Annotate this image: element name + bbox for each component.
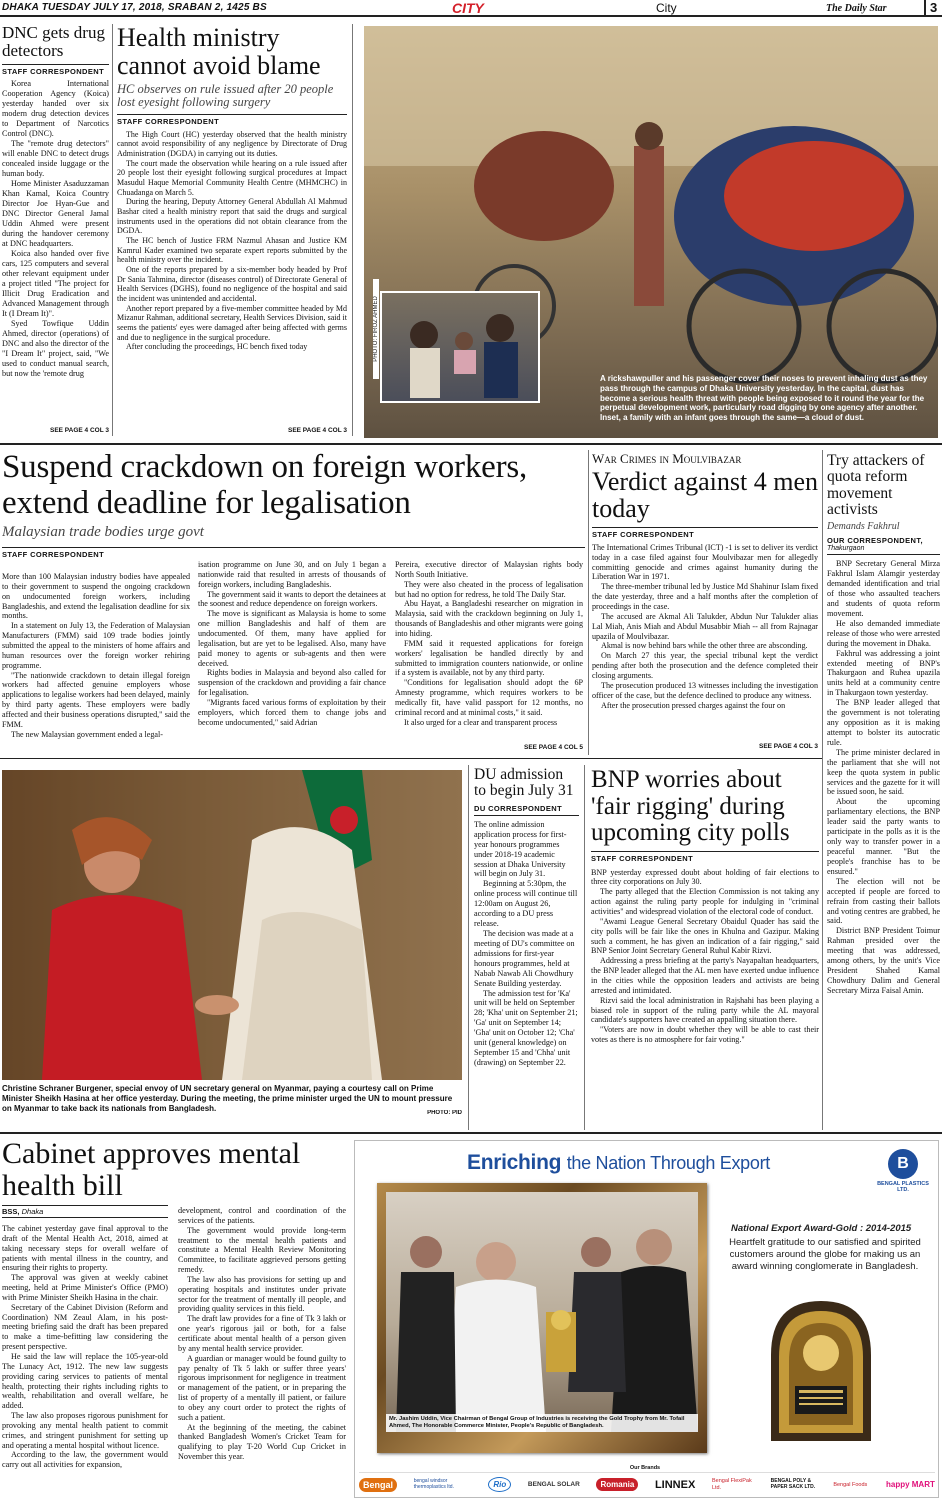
paragraph: Another report prepared by a five-member committee headed by Md Mizanur Rahman, additional secretary, Health Services Division, said it seems the patients' eyes were damaged after being affected with germs and due to negligence in the surgical procedure. — [117, 303, 347, 342]
headline: Verdict against 4 men today — [592, 466, 818, 524]
section-rule — [0, 758, 822, 759]
trophy — [759, 1291, 883, 1441]
photo-caption: A rickshawpuller and his passenger cover their noses to prevent inhaling dust as they pass through the campus of Dhaka University yesterday. In the capital, dust has become a serious health threat with people being exposed to it round the year for the perpetual development work, particularly road digging by one agency after another. Inset, a family with an infant goes through the same—a cloud of dust. — [600, 374, 928, 422]
kicker: War Crimes in Moulvibazar — [592, 452, 742, 466]
inset-photo — [380, 291, 540, 403]
brand-logo[interactable]: Romania — [596, 1478, 638, 1491]
brand-strip — [359, 1472, 935, 1496]
paragraph: The law also has provisions for setting up and operating hospitals and institutes under private sector for the treatment of mentally ill people, and providing quality services in this field. — [178, 1274, 346, 1314]
column — [198, 560, 386, 728]
byline: STAFF CORRESPONDENT — [592, 527, 818, 539]
byline: STAFF CORRESPONDENT — [591, 851, 819, 863]
story-body — [2, 79, 109, 379]
paragraph: "The nationwide crackdown to detain illegal foreign workers had affected genuine employers whose applications to legalise workers had been delayed, mainly by third party agents. These employers were badly affected and their business operations disrupted," said the FMM. — [2, 670, 190, 729]
headline: BNP worries about 'fair rigging' during upcoming city polls — [591, 767, 790, 846]
paragraph: Beginning at 5:30pm, the online process will continue till 12:00am on August 26, according to a DU press release. — [474, 879, 578, 929]
masthead — [0, 0, 942, 17]
paragraph: The law also proposes rigorous punishment for provoking any mental health patient to commit crimes, and stringent punishment for setting up and operating a mental hospital without licence. — [2, 1411, 168, 1450]
trophy-icon — [759, 1291, 883, 1441]
paragraph: The new Malaysian government ended a legal- — [11, 729, 163, 739]
paragraph: "Migrants faced various forms of exploitation by their employers, which forced them to change jobs and become undocumented," said Adrian — [198, 698, 386, 727]
paragraph: The High Court (HC) yesterday observed that the health ministry cannot avoid responsibility of any negligence by Directorate of Drug Administration (DGDA) in carrying out its duties. — [117, 129, 347, 158]
paragraph: After concluding the proceedings, HC bench fixed today — [126, 342, 308, 352]
paragraph: Rizvi said the local administration in Rajshahi has been playing a biased role in support of the ruling party while the AL mayoral candidate's supporters have created an appalling situation there. — [591, 995, 819, 1025]
paragraph: "Awami League General Secretary Obaidul Quader has said the city polls will be fair like the ones in Khulna and Gazipur. Making such a comment, he has given an indication of a fair rigging," said BNP Senior Joint Secretary General Ruhul Kabir Rizvi. — [591, 916, 819, 956]
column-rule — [352, 24, 353, 436]
paragraph: BNP yesterday expressed doubt about holding of fair elections to three city corporations on July 30. — [591, 867, 819, 887]
paragraph: The prime minister declared in the parliament that she will not keep the quota system in public services and the gazette for it will be issued soon, he said. — [827, 747, 940, 797]
company-logo — [875, 1149, 931, 1203]
section-rule — [0, 443, 942, 445]
paragraph: During the hearing, Deputy Attorney General Abdullah Al Mahmud Bashar cited a health ministry report that said the drugs and surgical instruments used in the operations did not obtain clearance from the DGDA. — [117, 197, 347, 236]
paragraph: The accused are Akmal Ali Talukder, Abdun Nur Talukder alias Lal Miah, Anis Miah and Abdul Musabbir Miah -- all from Rajnagar upazila of Moulvibazar. — [592, 611, 818, 641]
story-quota — [827, 453, 940, 1130]
logo-icon: B — [888, 1149, 918, 1179]
brand-logo[interactable]: Bengal Foods — [833, 1481, 868, 1488]
column — [2, 1224, 168, 1470]
byline: DU CORRESPONDENT — [474, 802, 579, 816]
paragraph: Rights bodies in Malaysia and beyond also called for suspension of the crackdown and providing a fair chance for legalisation. — [198, 668, 386, 698]
paragraph: He also demanded immediate release of those who were arrested during the movement in Dhaka. — [827, 618, 940, 648]
headline: Try attackers of quota reform movement activists — [827, 453, 925, 519]
brand-logo[interactable]: BENGAL POLY & PAPER SACK LTD. — [770, 1478, 816, 1490]
story-bnp — [591, 767, 819, 1130]
deck: Demands Fakhrul — [827, 520, 900, 532]
paragraph: The election will not be accepted if people are forced to refrain from casting their ballots and voting centres are grabbed, he said. — [827, 876, 940, 926]
dateline: DHAKA TUESDAY JULY 17, 2018, SRABAN 2, 1425 BS — [2, 2, 267, 13]
paragraph: District BNP President Toimur Rahman presided over the meeting that was addressed, among others, by the unit's Vice President Shahed Kamal Chowdhury Dalim and General Secretary Mirza Faisal Amin. — [827, 926, 940, 995]
story-health — [117, 24, 347, 426]
story-body — [474, 820, 579, 1068]
paragraph: Fakhrul was addressing a joint extended meeting of BNP's Thakurgaon and Ruhea upazila units held at a community centre in Thakurgaon town yesterday. — [827, 648, 940, 698]
column-rule — [112, 24, 113, 436]
story-body — [827, 559, 940, 996]
brand-logo[interactable]: Bengal FlexiPak Ltd. — [711, 1478, 752, 1491]
jump-line[interactable]: SEE PAGE 4 COL 3 — [758, 743, 818, 750]
paragraph: The government said it wants to deport the detainees at the soonest and reduce dependence on foreign workers. — [198, 589, 386, 609]
column-rule — [588, 450, 589, 755]
story-dnc — [2, 24, 109, 436]
paragraph: The "remote drug detectors" will enable DNC to detect drugs concealed inside luggage or the human body. — [2, 139, 109, 179]
paragraph: The International Crimes Tribunal (ICT) -1 is set to deliver its verdict today in a case filed against four Moulvibazar men for allegedly committing genocide and crimes against humanity during the Liberation War in 1971. — [592, 542, 818, 582]
story-cabinet — [2, 1138, 346, 1498]
paragraph: The BNP leader alleged that the government is not tolerating any opposition as it is making attempt to bolster its autocratic rule. — [827, 698, 940, 747]
dateline-place: Thakurgaon — [827, 545, 940, 555]
award-title: National Export Award-Gold : 2014-2015 — [731, 1223, 912, 1234]
paragraph: The court made the observation while hearing on a rule issued after 20 people lost their eyesight following surgical procedures at Impact Masudul Haque Memorial Community Health Centre (MHMCHC) in Chuadanga on March 5. — [117, 158, 347, 197]
brand-logo[interactable]: happy MART — [885, 1480, 935, 1489]
paragraph: The decision was made at a meeting of DU's committee on admissions for first-year honours programmes, held at Nabab Nawab Ali Chowdhury Senate Building yesterday. — [474, 928, 575, 988]
paragraph: The approval was given at weekly cabinet meeting, held at Prime Minister's Office (PMO) with Prime Minister Sheikh Hasina in the chair. — [2, 1273, 168, 1302]
byline: OUR CORRESPONDENT, — [827, 536, 923, 546]
paragraph: More than 100 Malaysian industry bodies have appealed to their government to suspend the ongoing crackdown on undocumented foreign workers, including Bangladeshis, and extend the legalisation deadline for six months. — [2, 572, 190, 621]
ad-headline: Enriching the Nation Through Export — [467, 1151, 770, 1174]
column — [395, 560, 583, 728]
column-rule — [584, 765, 585, 1130]
paragraph: After the prosecution pressed charges against the four on — [601, 700, 786, 710]
deck: HC observes on rule issued after 20 people lost eyesight following surgery — [117, 82, 334, 110]
meeting-illustration — [2, 770, 462, 1080]
paragraph: At the beginning of the meeting, the cabinet thanked Bangladesh Women's Cricket Team for qualifying to play T-20 World Cup Cricket in November this year. — [178, 1422, 346, 1462]
headline: DU admission to begin July 31 — [474, 767, 574, 800]
company-name: BENGAL PLASTICS LTD. — [877, 1181, 929, 1194]
paragraph: Addressing a press briefing at the party's Nayapaltan headquarters, the BNP leader alleged that the AL men have exerted undue influence in the cities while the opposition leaders and activists are being arrested and intimidated. — [591, 956, 819, 995]
paragraph: On March 27 this year, the special tribunal kept the verdict pending after both the prosecution and the defence completed their closing arguments. — [592, 651, 818, 681]
photo-credit: PHOTO: FIROZ AHMED — [373, 279, 379, 379]
jump-line[interactable]: SEE PAGE 4 COL 3 — [49, 427, 109, 434]
section-label-alt: City — [656, 1, 677, 15]
headline: Suspend crackdown on foreign workers, extend deadline for legalisation — [2, 450, 528, 521]
brand-logo[interactable]: LINNEX — [654, 1478, 696, 1491]
ad-photo-caption: Mr. Jashim Uddin, Vice Chairman of Bengal Group of Industries is receiving the Gold Trophy from Mr. Tofail Ahmed, The Honorable Commerce Minister, People's Republic of Bangladesh. — [386, 1414, 698, 1432]
byline: STAFF CORRESPONDENT — [2, 547, 585, 559]
brand-logo[interactable]: bengal windsor thermoplastics ltd. — [413, 1478, 454, 1490]
paragraph: The online admission application process for first-year honours programmes under 2018-19 academic session at Dhaka University will begin on July 31. — [474, 819, 567, 879]
section-label: CITY — [452, 0, 484, 16]
section-rule — [0, 1132, 942, 1134]
column — [2, 572, 190, 740]
paragraph: The prosecution produced 13 witnesses including the investigation officer of the case, but the defence declined to produce any witness. — [592, 680, 818, 700]
paragraph: "Conditions for legalisation should adopt the 6P Amnesty programme, which requires workers to be medically fit, have valid passport for 12 months, no criminal record and at minimal costs," it said. — [395, 678, 583, 717]
paragraph: The cabinet yesterday gave final approval to the draft of the Mental Health Act, 2018, aimed at taking necessary steps for overall welfare of patients with mental illness in the country, and ensuring their rights to property. — [2, 1224, 168, 1273]
headline: Health ministry cannot avoid blame — [117, 24, 321, 80]
byline: STAFF CORRESPONDENT — [117, 114, 347, 126]
paragraph: Home Minister Asaduzzaman Khan Kamal, Koica Country Director Joe Hyan-Gue and DNC Director General Jamal Uddin Ahmed were present during the handover ceremony at DNC headquarters. — [2, 179, 109, 249]
paragraph: The party alleged that the Election Commission is not taking any action against the ruling party people for indulging in "criminal activities" and widespread violation of the electoral code of conduct. — [591, 887, 819, 916]
story-suspend — [2, 450, 585, 755]
story-du — [474, 767, 579, 1130]
paragraph: It also urged for a clear and transparent process — [404, 717, 558, 727]
paragraph: Koica also handed over five cars, 125 computers and several other relevant equipment under a project titled "The project for Illicit Drug Eradication and Advanced Management through It (I Dream It)". — [2, 249, 109, 319]
photo-credit: PHOTO: PID — [427, 1110, 462, 1116]
story-body — [117, 130, 347, 352]
headline: Cabinet approves mental health bill — [2, 1138, 301, 1202]
paragraph: Syed Towfique Uddin Ahmed, director (operations) of DNC and also the director of the "I Dream It" project, said, "We used to conduct manual search, but now the 'remote drug — [2, 319, 109, 379]
paragraph: Korea International Cooperation Agency (Koica) yesterday handed over six modern drug detection devices to Department of Narcotics Control (DNC). — [2, 79, 109, 139]
paragraph: Secretary of the Cabinet Division (Reform and Coordination) NM Zeaul Alam, in his post-meeting briefing said the draft has been prepared to make a time-befitting law considering the present perspective. — [2, 1302, 168, 1352]
paragraph: The admission test for 'Ka' unit will be held on September 28; 'Kha' unit on September 21; 'Ga' unit on September 14; 'Gha' unit on October 12; 'Cha' unit (general knowledge) on September 15 and 'Chha' unit (drawing) on September 22. — [474, 988, 578, 1067]
paragraph: According to the law, the government would carry out all activities for expansion, — [2, 1450, 168, 1470]
story-body — [592, 543, 818, 711]
caption-text: Christine Schraner Burgener, special envoy of UN secretary general on Myanmar, paying a courtesy call on Prime Minister Sheikh Hasina at her office yesterday. During the meeting, the prime minister urged the UN to mount pressure on Myanmar to take back its nationals from Bangladesh. — [2, 1084, 453, 1113]
page-number: 3 — [924, 0, 937, 15]
paragraph: He said the law will replace the 105-year-old The Lunacy Act, 1912. The new law suggests providing caring services to patients of mental health, protecting their rights including rights to wealth, rehabilitation and overall welfare, he added. — [2, 1351, 168, 1411]
column — [178, 1206, 346, 1462]
ad-photo-frame — [377, 1183, 707, 1453]
brand-logo[interactable]: BENGAL SOLAR — [527, 1481, 580, 1488]
advertisement[interactable] — [354, 1140, 939, 1498]
brand-logo[interactable]: Rio — [488, 1477, 511, 1492]
paragraph: BNP Secretary General Mirza Fakhrul Islam Alamgir yesterday demanded identification and trial of those who assaulted teachers and students of quota reform movement. — [827, 559, 940, 618]
byline: STAFF CORRESPONDENT — [2, 64, 109, 76]
paragraph: isation programme on June 30, and on July 1 began a nationwide raid that resulted in arrests of thousands of foreign workers, including Bangladeshis. — [198, 560, 386, 589]
headline: DNC gets drug detectors — [2, 24, 105, 61]
paragraph: In a statement on July 13, the Federation of Malaysian Manufacturers (FMM) said 109 trade bodies jointly submitted the appeal to the ministers of home affairs and human resources over the foreign worker rehiring programme. — [2, 621, 190, 670]
paragraph: The draft law provides for a fine of Tk 3 lakh or one year's rigorous jail or both, for a false certificate about mental health of a person given by any mental health service provider. — [178, 1314, 346, 1353]
paragraph: Abu Hayat, a Bangladeshi researcher on migration in Malaysia, said with the crackdown beginning on July 1, thousands of Bangladeshis and other migrants were going into hiding. — [395, 599, 583, 639]
deck: Malaysian trade bodies urge govt — [2, 523, 204, 540]
column-rule — [468, 765, 469, 1130]
paragraph: A guardian or manager would be found guilty to pay penalty of Tk 5 lakh or suffer three years' rigorous imprisonment for negligence in treatment or management of the patient, or in preparing the list of property of a mentally ill patient, or failure to obey any court order to protect the rights of such a patient. — [178, 1353, 346, 1422]
jump-line[interactable]: SEE PAGE 4 COL 5 — [523, 744, 583, 751]
paragraph: The three-member tribunal led by Justice Md Shahinur Islam fixed the date yesterday, three and a half months after the completion of proceedings in the case. — [592, 582, 818, 612]
story-body — [591, 868, 819, 1045]
paragraph: One of the reports prepared by a six-member body headed by Prof Dr Sania Tahmina, director (diseases control) of Directorate General of Health Services (DGHS), found no negligence of the hospital and said the incident was unintended and accidental. — [117, 265, 347, 304]
brand-logo[interactable]: Bengal — [359, 1478, 397, 1492]
story-warcrimes — [592, 452, 818, 742]
ad-photo — [386, 1192, 698, 1432]
brands-label: Our Brands — [629, 1465, 661, 1471]
paragraph: They were also cheated in the process of legalisation but had no option for redress, he told The Daily Star. — [395, 579, 583, 599]
paragraph: The move is significant as Malaysia is home to some one million Bangladeshis and half of them are undocumented. Of them, many have applied for legalisation, but are yet to be legalised. Also, many have paid money to agents or sub-agents and then were deceived. — [198, 609, 386, 668]
paragraph: Akmal is now behind bars while the other three are absconding. — [601, 641, 808, 651]
photo-caption — [2, 1084, 462, 1120]
jump-line[interactable]: SEE PAGE 4 COL 3 — [287, 427, 347, 434]
column-rule — [822, 450, 823, 1130]
paragraph: About the upcoming parliamentary elections, the BNP leader said the party wants to participate in the polls as it is the only way to transfer power in a peaceful manner. "But the people's franchise has to be ensured." — [827, 797, 940, 876]
paragraph: Pereira, executive director of Malaysian rights body North South Initiative. — [395, 560, 583, 579]
paragraph: FMM said it requested applications for foreign workers' legalisation be handled directly by and submitted to immigration counters nationwide, or online if a system is available, not by any third party. — [395, 638, 583, 678]
rickshaw-photo — [364, 26, 938, 438]
paragraph: The government would provide long-term treatment to the mental health patients and constitute a Mental Health Review Monitoring Committee, to facilitate aggrieved persons getting remedy. — [178, 1225, 346, 1275]
paper-logo: The Daily Star — [826, 3, 887, 14]
un-photo — [2, 770, 462, 1080]
paragraph: "Voters are now in doubt whether they will be able to cast their votes as there is no atmosphere for fair voting." — [591, 1025, 819, 1045]
paragraph: development, control and coordination of the services of the patients. — [178, 1206, 346, 1225]
byline: BSS, Dhaka — [2, 1205, 168, 1218]
paragraph: The HC bench of Justice FRM Nazmul Ahasan and Justice KM Kamrul Kader examined two separate expert reports submitted by the health ministry over the incident. — [117, 235, 347, 265]
ad-message: Heartfelt gratitude to our satisfied and spirited customers around the globe for making us an award winning conglomerate in Bangladesh. — [729, 1237, 921, 1273]
